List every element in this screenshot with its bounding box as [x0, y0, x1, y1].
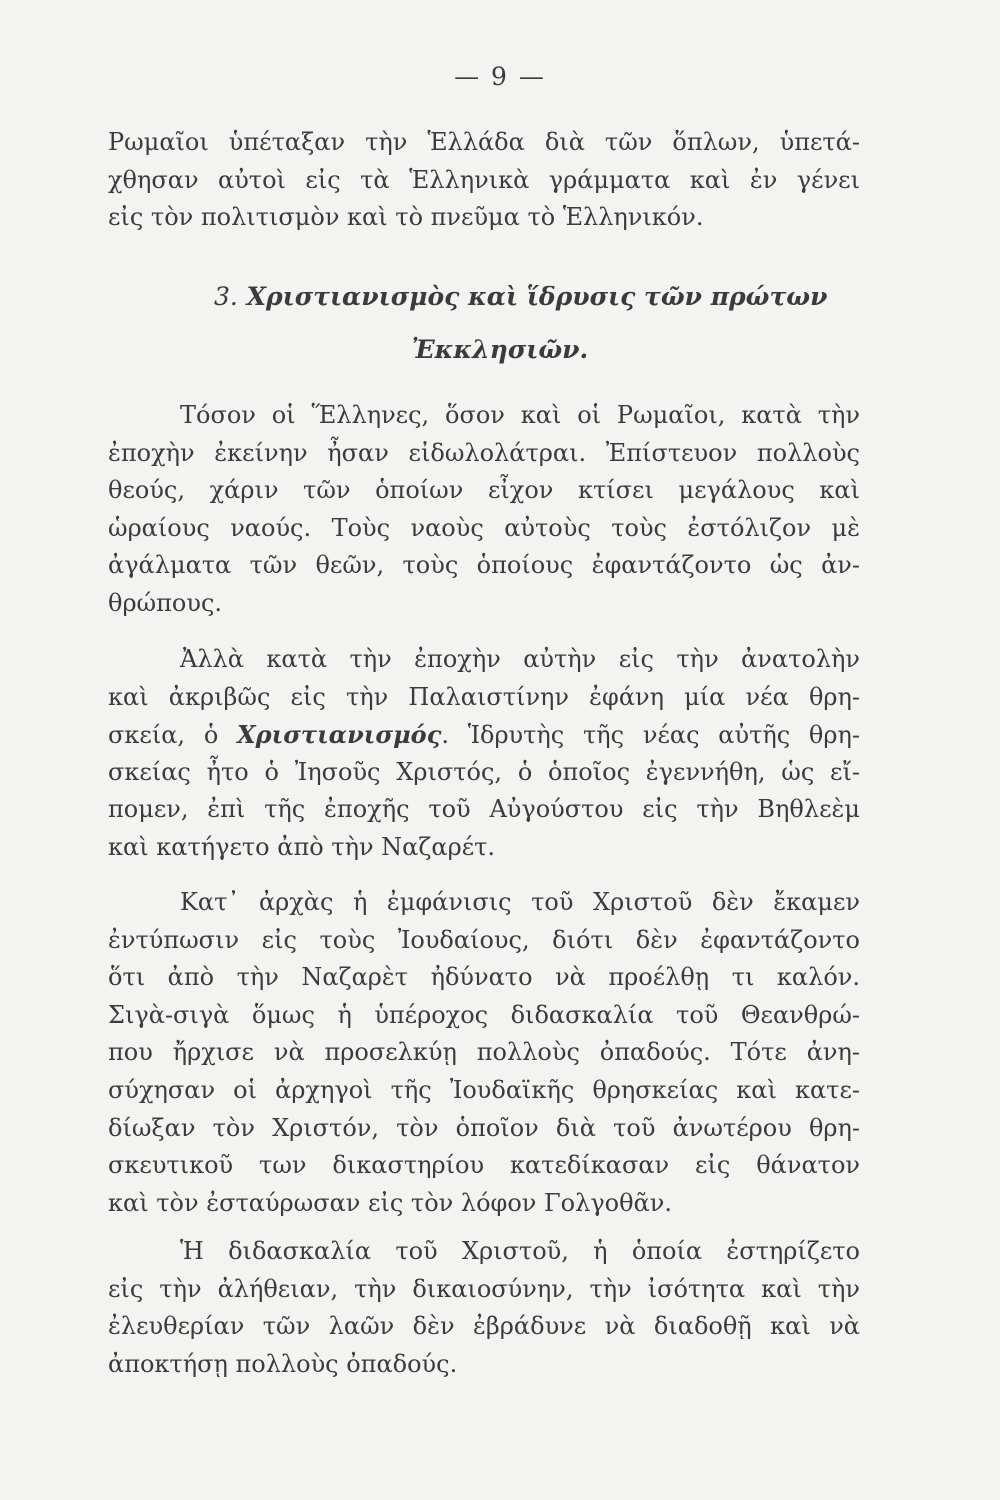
paragraph-2 — [108, 641, 860, 867]
section-title-line-1: Χριστιανισμὸς καὶ ἵδρυσις τῶν πρώτων — [246, 282, 828, 311]
text-line: Ἡ διδασκαλία τοῦ Χριστοῦ, ἡ ὁποία ἐστηρίζετο — [180, 1237, 860, 1265]
paragraph-1 — [108, 397, 860, 623]
section-title-line-2: Ἐκκλησιῶν. — [411, 335, 589, 364]
text-line: σύχησαν οἱ ἀρχηγοὶ τῆς Ἰουδαϊκῆς θρησκείας καὶ κατε- — [108, 1075, 860, 1104]
text-line: καὶ τὸν ἐσταύρωσαν εἰς τὸν λόφον Γολγοθᾶν. — [108, 1188, 672, 1217]
text-line: χθησαν αὐτοὶ εἰς τὰ Ἑλληνικὰ γράμματα καὶ ἐν γένει — [108, 165, 860, 194]
section-heading — [214, 282, 827, 311]
text-line: καὶ ἀκριβῶς εἰς τὴν Παλαιστίνην ἐφάνη μία νέα θρη- — [108, 682, 860, 711]
text-line: θρώπους. — [108, 588, 223, 617]
text-span: . Ἱδρυτὴς τῆς νέας αὐτῆς θρη- — [441, 721, 860, 750]
text-line: σκείας ἦτο ὁ Ἰησοῦς Χριστός, ὁ ὁποῖος ἐγεννήθη, ὡς εἴ- — [108, 757, 860, 786]
text-line: Ἀλλὰ κατὰ τὴν ἐποχὴν αὐτὴν εἰς τὴν ἀνατολὴν — [180, 645, 860, 673]
text-line: Σιγὰ-σιγὰ ὅμως ἡ ὑπέροχος διδασκαλία τοῦ Θεανθρώ- — [108, 1000, 860, 1029]
text-line: Κατ᾽ ἀρχὰς ἡ ἐμφάνισις τοῦ Χριστοῦ δὲν ἔκαμεν — [180, 888, 860, 916]
text-line: που ἤρχισε νὰ προσελκύῃ πολλοὺς ὀπαδούς. Τότε ἀνη- — [108, 1038, 860, 1067]
text-line: ὅτι ἀπὸ τὴν Ναζαρὲτ ἠδύνατο νὰ προέλθῃ τι καλόν. — [108, 963, 860, 992]
paragraph-continued — [108, 124, 860, 237]
text-line: ἀποκτήσῃ πολλοὺς ὀπαδούς. — [108, 1349, 458, 1378]
text-line: ἀγάλματα τῶν θεῶν, τοὺς ὁποίους ἐφαντάζοντο ὡς ἀν- — [108, 551, 860, 580]
text-line: ἐλευθερίαν τῶν λαῶν δὲν ἐβράδυνε νὰ διαδοθῇ καὶ νὰ — [108, 1312, 860, 1341]
text-line: εἰς τὸν πολιτισμὸν καὶ τὸ πνεῦμα τὸ Ἑλληνικόν. — [108, 203, 704, 232]
paragraph-4 — [108, 1233, 860, 1383]
text-line — [108, 716, 860, 754]
text-line: καὶ κατήγετο ἀπὸ τὴν Ναζαρέτ. — [108, 832, 496, 861]
text-line: ἐντύπωσιν εἰς τοὺς Ἰουδαίους, διότι δὲν ἐφαντάζοντο — [108, 925, 860, 954]
text-line: σκευτικοῦ των δικαστηρίου κατεδίκασαν εἰς θάνατον — [108, 1151, 860, 1180]
text-line: Ρωμαῖοι ὑπέταξαν τὴν Ἑλλάδα διὰ τῶν ὅπλων, ὑπετά- — [108, 128, 860, 156]
page-number: — 9 — — [454, 62, 546, 91]
text-line: ἐποχὴν ἐκείνην ἦσαν εἰδωλολάτραι. Ἐπίστευον πολλοὺς — [108, 438, 860, 467]
text-line: Τόσον οἱ Ἕλληνες, ὅσον καὶ οἱ Ρωμαῖοι, κατὰ τὴν — [180, 401, 860, 429]
paragraph-3 — [108, 884, 860, 1222]
text-line: θεούς, χάριν τῶν ὁποίων εἶχον κτίσει μεγάλους καὶ — [108, 476, 860, 505]
section-number: 3. — [214, 282, 238, 311]
text-span: σκεία, ὁ — [108, 721, 238, 750]
text-line: δίωξαν τὸν Χριστόν, τὸν ὁποῖον διὰ τοῦ ἀνωτέρου θρη- — [108, 1113, 860, 1142]
text-line: πομεν, ἐπὶ τῆς ἐποχῆς τοῦ Αὐγούστου εἰς τὴν Βηθλεὲμ — [108, 795, 860, 824]
text-line: εἰς τὴν ἀλήθειαν, τὴν δικαιοσύνην, τὴν ἰσότητα καὶ τὴν — [108, 1274, 860, 1303]
emphasized-term: Χριστιανισμός — [237, 720, 442, 750]
text-line: ὡραίους ναούς. Τοὺς ναοὺς αὐτοὺς τοὺς ἐστόλιζον μὲ — [108, 513, 860, 542]
